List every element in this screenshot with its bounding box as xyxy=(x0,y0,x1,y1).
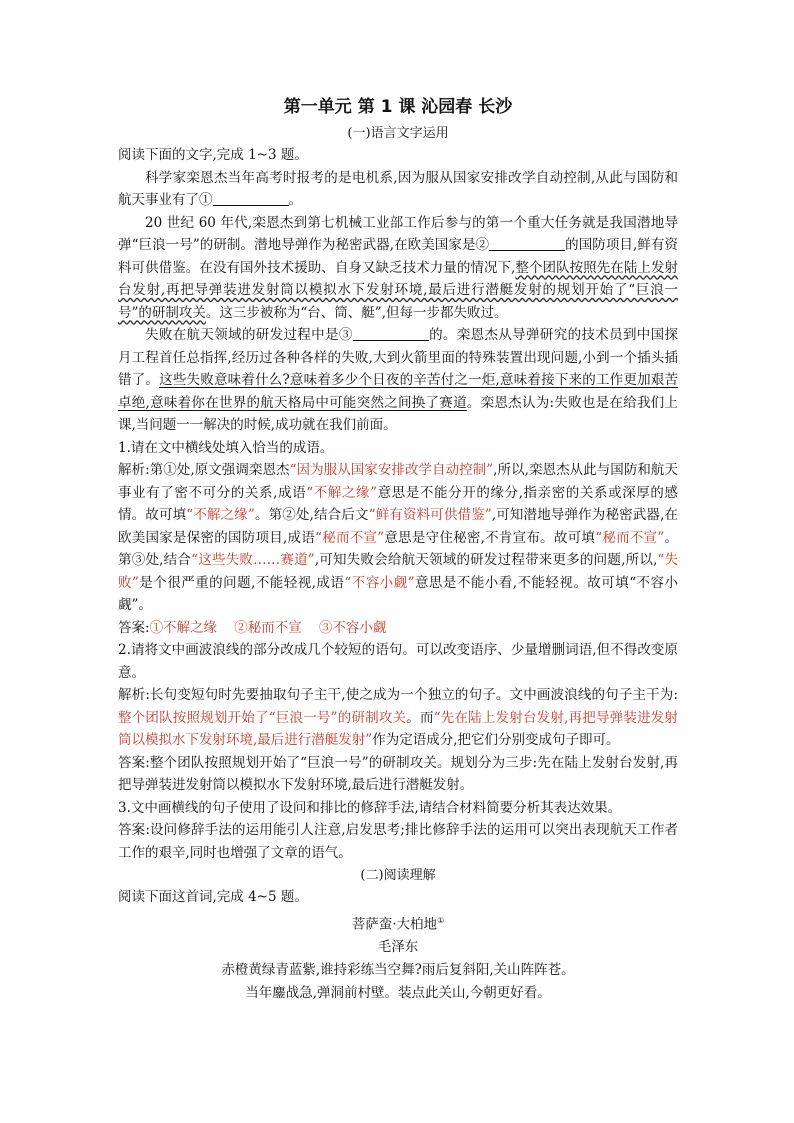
answer-1: 答案:①不解之缘 ②秘而不宣 ③不容小觑 xyxy=(118,619,387,636)
fill-blank-1 xyxy=(213,191,289,206)
passage-paragraph-3: 失败在航天领域的研发过程中是③ 的。栾恩杰从导弹研究的技术员到中国探月工程首任总指挥,经历过各种各样的失败,大到火箭里面的特殊装置出现问题,小到一个插头插错了。这些失败意味着什么?意味着多少个日夜的辛苦付之一炬,意味着接下来的工作更加艰苦卓绝,意味着你在世界的航天格局中可能突然之间换了赛道。栾恩杰认为:失败也是在给我们上课,当问题一一解决的时候,成功就在我们前面。 xyxy=(118,327,679,433)
passage-paragraph-1: 科学家栾恩杰当年高考时报考的是电机系,因为服从国家安排改学自动控制,从此与国防和航天事业有了① 。 xyxy=(118,169,678,208)
section-heading-2: (二)阅读理解 xyxy=(360,868,436,883)
analysis-2: 解析:长句变短句时先要抽取句子主干,使之成为一个独立的句子。文中画波浪线的句子主干为:整个团队按照规划开始了“巨浪一号”的研制攻关。而“先在陆上发射台发射,再把导弹装进发射筒以模拟水下发射环境,最后进行潜艇发射”作为定语成分,把它们分别变成句子即可。 xyxy=(118,687,678,748)
section-heading-1: (一)语言文字运用 xyxy=(347,126,449,141)
poem-line-1: 赤橙黄绿青蓝紫,谁持彩练当空舞?雨后复斜阳,关山阵阵苍。 xyxy=(221,962,575,978)
footnote-marker: ① xyxy=(437,915,445,925)
passage-paragraph-2: 20 世纪 60 年代,栾恩杰到第七机械工业部工作后参与的第一个重大任务就是我国潜地导弹“巨浪一号”的研制。潜地导弹作为秘密武器,在欧美国家是② 的国防项目,鲜有资料可供借鉴。在没有国外技术援助、自身又缺乏技术力量的情况下,整个团队按照先在陆上发射台发射,再把导弹装进发射筒以模拟水下发射环境,最后进行潜艇发射的规划开始了“巨浪一号”的研制攻关。这三步被称为“台、筒、艇”,但每一步都失败过。 xyxy=(118,214,679,321)
question-2: 2.请将文中画波浪线的部分改成几个较短的语句。可以改变语序、少量增删词语,但不得改变原意。 xyxy=(118,642,678,681)
question-1: 1.请在文中横线处填入恰当的成语。 xyxy=(118,439,334,456)
poem-title: 菩萨蛮·大柏地① xyxy=(351,915,445,932)
fill-blank-3 xyxy=(353,326,429,341)
poem-author: 毛泽东 xyxy=(377,939,419,955)
page-title: 第一单元 第 1 课 沁园春 长沙 xyxy=(283,97,513,117)
document-page xyxy=(118,94,678,1005)
question-3: 3.文中画横线的句子使用了设问和排比的修辞手法,请结合材料简要分析其表达效果。 xyxy=(118,799,622,816)
analysis-1: 解析:第①处,原文强调栾恩杰“因为服从国家安排改学自动控制”,所以,栾恩杰从此与国防和航天事业有了密不可分的关系,成语“不解之缘”意思是不能分开的缘分,指亲密的关系或深厚的感情。故可填“不解之缘”。第②处,结合后文“鲜有资料可供借鉴”,可知潜地导弹作为秘密武器,在欧美国家是保密的国防项目,成语“秘而不宣”意思是守住秘密,不肯宣布。故可填“秘而不宣”。第③处,结合“这些失败……赛道”,可知失败会给航天领域的研发过程带来更多的问题,所以,“失败”是个很严重的问题,不能轻视,成语“不容小觑”意思是不能小看,不能轻视。故可填“不容小觑”。 xyxy=(118,462,679,613)
fill-blank-2 xyxy=(489,236,565,251)
reading-instruction-1: 阅读下面的文字,完成 1~3 题。 xyxy=(118,147,308,163)
poem-line-2: 当年鏖战急,弹洞前村壁。装点此关山,今朝更好看。 xyxy=(245,985,551,1001)
wavy-underlined-sentence: 整个团队按照先在陆上发射台发射,再把导弹装进发射筒以模拟水下发射环境,最后进行潜艇发射的规划开始了“巨浪一号”的研制攻关 xyxy=(118,259,679,321)
underlined-sentence: 这些失败意味着什么?意味着多少个日夜的辛苦付之一炬,意味着接下来的工作更加艰苦卓绝,意味着你在世界的航天格局中可能突然之间换了赛道 xyxy=(118,372,679,411)
reading-instruction-2: 阅读下面这首词,完成 4~5 题。 xyxy=(118,889,308,905)
answer-2: 答案:整个团队按照规划开始了“巨浪一号”的研制攻关。规划分为三步:先在陆上发射台发射,再把导弹装进发射筒以模拟水下发射环境,最后进行潜艇发射。 xyxy=(118,754,678,793)
answer-3: 答案:设问修辞手法的运用能引人注意,启发思考;排比修辞手法的运用可以突出表现航天工作者工作的艰辛,同时也增强了文章的语气。 xyxy=(118,822,678,861)
